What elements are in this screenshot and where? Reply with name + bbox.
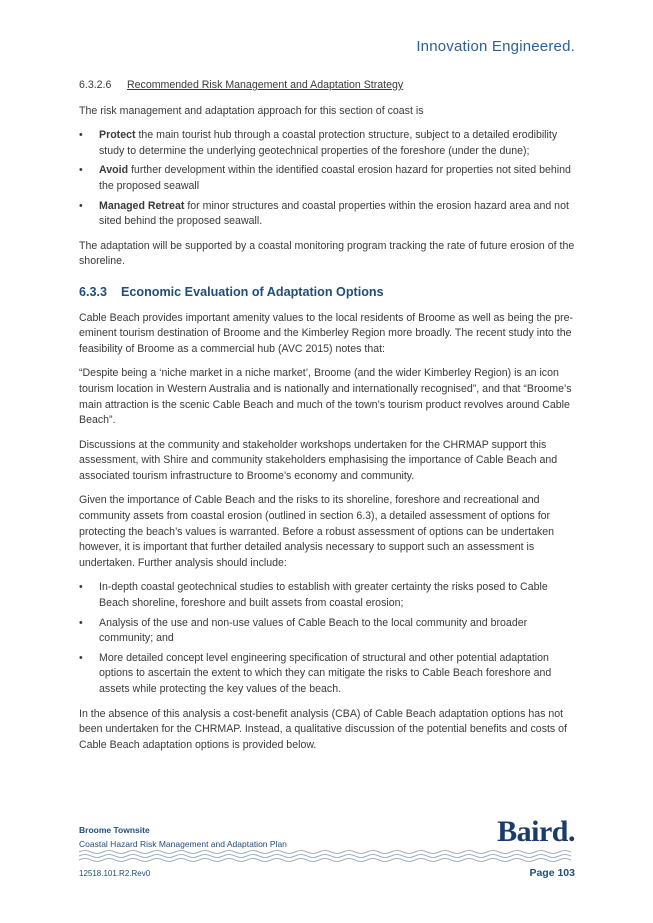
list-item: • Avoid further development within the identified coastal erosion hazard for properties not sited behind the proposed seawall — [79, 163, 575, 194]
list-item: • More detailed concept level engineering specification of structural and other potential adaptation options to ascertain the extent to which they can mitigate the risks to Cable Beach foreshore and assets while protecting the key values of the beach. — [79, 651, 575, 698]
footer-doc-title: Broome Townsite — [79, 825, 150, 835]
list-item: • Managed Retreat for minor structures and coastal properties within the erosion hazard area and not sited behind the proposed seawall. — [79, 199, 575, 230]
subsection-intro: The risk management and adaptation approach for this section of coast is — [79, 104, 424, 117]
list-item: • In-depth coastal geotechnical studies to establish with greater certainty the risks posed to Cable Beach shoreline, foreshore and built assets from coastal erosion; — [79, 580, 575, 611]
subsection-closing: The adaptation will be supported by a coastal monitoring program tracking the rate of future erosion of the shoreline. — [79, 239, 575, 268]
paragraph: Discussions at the community and stakeholder workshops undertaken for the CHRMAP support this assessment, with Shire and community stakeholders emphasising the importance of Cable Beach and associated tourism infrastructure to Broome’s economy and community. — [79, 438, 558, 482]
wave-divider-icon — [79, 848, 575, 864]
subsection-title: Recommended Risk Management and Adaptation Strategy — [127, 79, 404, 91]
paragraph: Given the importance of Cable Beach and the risks to its shoreline, foreshore and recreational and community assets from coastal erosion (outlined in section 6.3), a detailed assessment of options for protecting the beach’s values is warranted. Before a robust assessment of options can be undertaken however, it is important that further detailed analysis necessary to support such an assessment is undertaken. Further analysis should include: — [79, 494, 555, 569]
baird-logo: Baird. — [497, 815, 575, 848]
section-number: 6.3.3 — [79, 284, 108, 299]
document-body — [79, 78, 575, 762]
section-title: Economic Evaluation of Adaptation Options — [121, 284, 384, 299]
header-tagline: Innovation Engineered. — [416, 38, 575, 55]
list-item: • Analysis of the use and non-use values of Cable Beach to the local community and broader community; and — [79, 616, 575, 647]
paragraph: In the absence of this analysis a cost-benefit analysis (CBA) of Cable Beach adaptation options has not been undertaken for the CHRMAP. Instead, a qualitative discussion of the potential benefits and costs of Cable Beach adaptation options is provided below. — [79, 707, 568, 751]
footer-doc-subtitle: Coastal Hazard Risk Management and Adaptation Plan — [79, 839, 287, 849]
strategy-list — [79, 128, 575, 230]
footer-doc-info — [79, 823, 287, 851]
document-reference: 12518.101.R2.Rev0 — [79, 869, 151, 878]
subsection-number: 6.3.2.6 — [79, 79, 112, 91]
subsection-heading — [79, 78, 575, 94]
section-heading — [79, 285, 575, 301]
paragraph: Cable Beach provides important amenity values to the local residents of Broome as well as being the pre-eminent tourism destination of Broome and the Kimberley Region more broadly. The recent study into the feasibility of Broome as a commercial hub (AVC 2015) notes that: — [79, 311, 574, 355]
analysis-list — [79, 580, 575, 697]
quote-paragraph: “Despite being a ‘niche market in a niche market’, Broome (and the wider Kimberley Region) is an icon tourism location in Western Australia and is nationally and internationally recognised”, and that “Broome’s main attraction is the scenic Cable Beach and much of the town’s tourism product revolves around Cable Beach”. — [79, 367, 572, 427]
page-number: Page 103 — [529, 867, 575, 879]
list-item: • Protect the main tourist hub through a coastal protection structure, subject to a detailed erodibility study to determine the underlying geotechnical properties of the foreshore (under the dune); — [79, 128, 575, 159]
